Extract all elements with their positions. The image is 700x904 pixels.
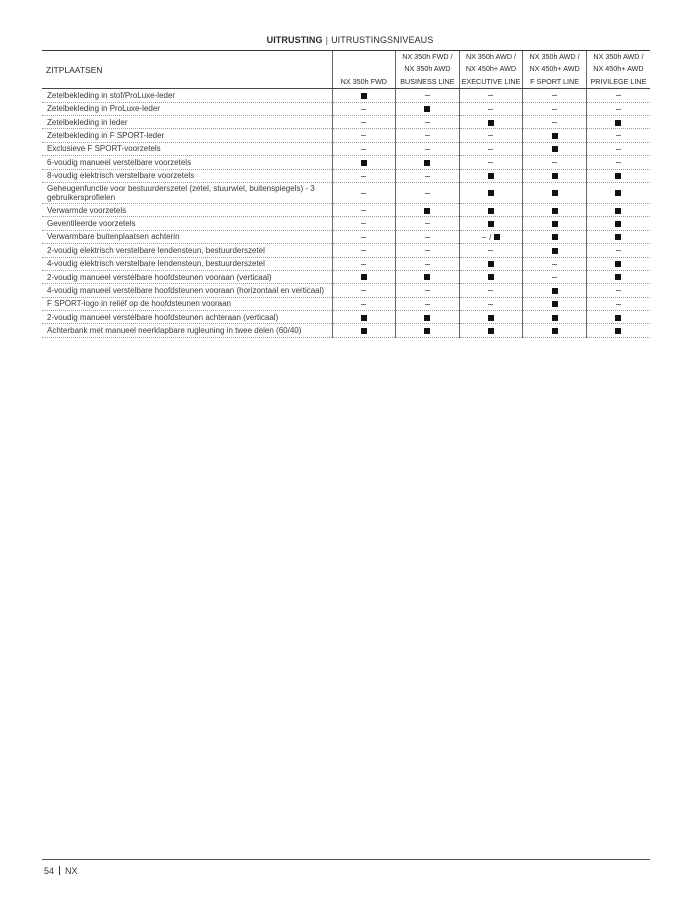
availability-cell [523,257,587,270]
standard-square-icon [424,106,430,112]
standard-square-icon [615,221,621,227]
availability-cell [332,102,396,115]
not-available-dash-icon [425,290,430,291]
availability-cell [396,169,460,182]
section-header [0,35,700,45]
not-available-dash-icon [552,122,557,123]
standard-square-icon [424,328,430,334]
availability-cell [332,230,396,243]
availability-cell [332,311,396,324]
not-available-dash-icon [361,149,366,150]
not-available-dash-icon [552,95,557,96]
standard-square-icon [424,160,430,166]
table-row [42,324,650,337]
not-available-dash: – [481,232,487,242]
table-row [42,244,650,257]
not-available-dash-icon [361,193,366,194]
table-row [42,203,650,216]
standard-square-icon [615,120,621,126]
standard-square-icon [488,315,494,321]
availability-cell [332,142,396,155]
standard-square-icon [615,190,621,196]
column-header-line: NX 350h AWD [404,64,451,74]
availability-cell [396,297,460,310]
availability-cell [586,244,650,257]
table-row [42,116,650,129]
standard-square-icon [552,190,558,196]
availability-cell [523,142,587,155]
column-header-line: NX 450h+ AWD [593,64,644,74]
availability-cell [332,182,396,203]
availability-cell [332,169,396,182]
column-header-line: NX 450h+ AWD [465,64,517,74]
availability-cell [586,203,650,216]
not-available-dash-icon [616,304,621,305]
availability-cell [523,203,587,216]
table-row [42,169,650,182]
table-row [42,102,650,115]
availability-cell [586,156,650,169]
not-available-dash-icon [552,109,557,110]
availability-cell [586,89,650,102]
availability-cell [396,203,460,216]
footer-rule [42,859,650,860]
availability-cell [586,102,650,115]
not-available-dash-icon [361,250,366,251]
standard-square-icon [424,315,430,321]
availability-cell [523,116,587,129]
not-available-dash-icon [361,135,366,136]
table-row [42,270,650,283]
availability-cell [523,217,587,230]
standard-square-icon [552,248,558,254]
availability-cell [523,102,587,115]
availability-cell [523,230,587,243]
standard-square-icon [488,190,494,196]
table-caption: ZITPLAATSEN [42,51,332,89]
table-row [42,230,650,243]
availability-cell [459,169,523,182]
not-available-dash-icon [361,304,366,305]
availability-cell [459,270,523,283]
column-header [459,51,523,89]
availability-cell [396,311,460,324]
availability-cell [396,116,460,129]
column-header-line: BUSINESS LINE [400,76,455,86]
column-header-line: NX 350h AWD / [529,52,580,61]
table-row [42,284,650,297]
standard-square-icon [615,328,621,334]
standard-square-icon [615,261,621,267]
standard-square-icon [552,301,558,307]
availability-cell [586,284,650,297]
standard-square-icon [552,234,558,240]
not-available-dash-icon [616,250,621,251]
standard-square-icon [488,120,494,126]
column-header [586,51,650,89]
standard-square-icon [615,234,621,240]
availability-cell [396,102,460,115]
not-available-dash-icon [616,95,621,96]
availability-cell [459,244,523,257]
table-row [42,257,650,270]
availability-cell [459,324,523,337]
standard-square-icon [424,208,430,214]
availability-cell [586,142,650,155]
availability-cell [459,142,523,155]
column-header [523,51,587,89]
availability-cell [332,156,396,169]
not-available-dash-icon [425,223,430,224]
standard-square-icon [615,208,621,214]
availability-cell [586,182,650,203]
not-available-dash-icon [488,162,493,163]
availability-cell [586,270,650,283]
feature-label: 8-voudig elektrisch verstelbare voorzetels [42,169,332,182]
not-available-dash-icon [425,237,430,238]
availability-cell [523,182,587,203]
not-available-dash-icon [488,109,493,110]
not-available-dash-icon [425,193,430,194]
table-row [42,182,650,203]
standard-square-icon [488,208,494,214]
availability-cell [586,297,650,310]
availability-cell [459,182,523,203]
standard-square-icon [488,261,494,267]
availability-cell [396,324,460,337]
not-available-dash-icon [361,122,366,123]
availability-cell [586,257,650,270]
not-available-dash-icon [361,210,366,211]
feature-label: Verwarmde voorzetels [42,203,332,216]
standard-square-icon [552,221,558,227]
availability-cell [459,217,523,230]
table-row [42,129,650,142]
not-available-dash-icon [361,223,366,224]
table-row [42,297,650,310]
availability-cell [332,324,396,337]
feature-label: 4-voudig elektrisch verstelbare lendensteun, bestuurderszetel [42,257,332,270]
availability-cell [586,311,650,324]
standard-square-icon [488,274,494,280]
column-header-line: NX 450h+ AWD [529,64,580,74]
not-available-dash-icon [361,176,366,177]
availability-cell [459,156,523,169]
subsection-title: UITRUSTINGSNIVEAUS [331,35,434,45]
availability-cell [332,89,396,102]
table-row [42,89,650,102]
not-available-dash-icon [488,250,493,251]
not-available-dash-icon [552,162,557,163]
not-available-dash-icon [425,264,430,265]
not-available-dash-icon [488,149,493,150]
availability-cell [396,182,460,203]
availability-cell [459,102,523,115]
standard-square-icon [552,315,558,321]
not-available-dash-icon [425,250,430,251]
feature-label: 4-voudig manueel verstelbare hoofdsteunen vooraan (horizontaal en verticaal) [42,284,332,297]
standard-square-icon [488,173,494,179]
table-header-row [42,51,650,89]
availability-cell [332,257,396,270]
availability-cell [396,257,460,270]
standard-square-icon [552,208,558,214]
table-body [42,89,650,338]
availability-cell [332,297,396,310]
header-separator: | [325,35,329,45]
availability-cell [523,129,587,142]
availability-cell [459,129,523,142]
feature-label: 2-voudig manueel verstelbare hoofdsteunen vooraan (verticaal) [42,270,332,283]
availability-cell [332,244,396,257]
not-available-dash-icon [552,277,557,278]
not-available-dash-icon [616,290,621,291]
availability-cell [459,203,523,216]
availability-cell [523,169,587,182]
feature-label: 2-voudig elektrisch verstelbare lendensteun, bestuurderszetel [42,244,332,257]
standard-square-icon [488,221,494,227]
availability-cell [459,257,523,270]
standard-square-icon [615,315,621,321]
not-available-dash-icon [616,135,621,136]
availability-cell [459,116,523,129]
feature-label: Zetelbekleding in F SPORT-leder [42,129,332,142]
availability-cell [332,284,396,297]
table-row [42,217,650,230]
feature-label: Geheugenfunctie voor bestuurderszetel (zetel, stuurwiel, buitenspiegels) - 3 gebruikersprofielen [42,182,332,203]
column-header-line: NX 350h AWD / [593,52,644,61]
availability-cell [396,284,460,297]
table-row [42,142,650,155]
availability-cell [523,244,587,257]
availability-cell [396,230,460,243]
standard-square-icon [552,173,558,179]
not-available-dash-icon [616,109,621,110]
feature-label: Verwarmbare buitenplaatsen achterin [42,230,332,243]
feature-label: 2-voudig manueel verstelbare hoofdsteunen achteraan (verticaal) [42,311,332,324]
column-header-line: EXECUTIVE LINE [461,76,521,86]
standard-square-icon [361,160,367,166]
not-available-dash-icon [425,135,430,136]
standard-square-icon [361,315,367,321]
not-available-dash-icon [488,95,493,96]
availability-cell [332,217,396,230]
column-header-line: PRIVILEGE LINE [590,76,647,86]
availability-cell [586,169,650,182]
availability-cell [396,217,460,230]
availability-cell [523,284,587,297]
availability-cell [459,297,523,310]
not-available-dash-icon [425,304,430,305]
availability-cell [459,89,523,102]
availability-cell [459,311,523,324]
not-available-dash-icon [616,149,621,150]
standard-square-icon [361,274,367,280]
standard-square-icon [494,234,500,240]
availability-cell [459,230,523,243]
option-slash: / [489,232,492,242]
table-row [42,311,650,324]
not-available-dash-icon [361,109,366,110]
standard-square-icon [552,328,558,334]
column-header-line: NX 350h FWD [340,76,387,86]
standard-square-icon [552,288,558,294]
column-header [332,51,396,89]
column-header-line: F SPORT LINE [530,76,580,86]
standard-square-icon [552,146,558,152]
availability-cell [396,129,460,142]
page-number: 54 [44,866,55,876]
availability-cell [332,203,396,216]
feature-label: Exclusieve F SPORT-voorzetels [42,142,332,155]
availability-cell [523,297,587,310]
availability-cell [523,311,587,324]
availability-cell [332,116,396,129]
availability-cell [396,142,460,155]
feature-label: Zetelbekleding in leder [42,116,332,129]
standard-square-icon [615,173,621,179]
not-available-dash-icon [488,290,493,291]
availability-cell [396,270,460,283]
feature-label: 6-voudig manueel verstelbare voorzetels [42,156,332,169]
availability-cell [459,284,523,297]
feature-label: Geventileerde voorzetels [42,217,332,230]
availability-cell [396,244,460,257]
column-header-line: NX 350h AWD / [465,52,517,61]
availability-cell [332,270,396,283]
model-name: NX [65,866,78,876]
availability-cell [586,217,650,230]
availability-cell [586,116,650,129]
availability-cell [396,156,460,169]
availability-cell [396,89,460,102]
availability-cell [523,324,587,337]
not-available-dash-icon [361,290,366,291]
not-available-dash-icon [361,264,366,265]
not-available-dash-icon [488,304,493,305]
standard-square-icon [361,93,367,99]
feature-label: Zetelbekleding in ProLuxe-leder [42,102,332,115]
footer-divider [59,866,60,875]
not-available-dash-icon [425,95,430,96]
availability-cell [332,129,396,142]
availability-cell [586,129,650,142]
standard-square-icon [361,328,367,334]
availability-cell [523,270,587,283]
not-available-dash-icon [488,135,493,136]
standard-square-icon [552,133,558,139]
not-available-dash-icon [425,122,430,123]
feature-label: Achterbank met manueel neerklapbare rugleuning in twee delen (60/40) [42,324,332,337]
standard-square-icon [615,274,621,280]
availability-cell [586,324,650,337]
availability-cell [586,230,650,243]
not-available-dash-icon [361,237,366,238]
not-available-dash-icon [425,149,430,150]
standard-square-icon [424,274,430,280]
section-title: UITRUSTING [266,35,323,45]
not-available-dash-icon [616,162,621,163]
not-available-dash-icon [552,264,557,265]
equipment-table [42,51,650,338]
availability-cell [523,89,587,102]
standard-square-icon [488,328,494,334]
availability-cell [523,156,587,169]
not-available-dash-icon [425,176,430,177]
column-header [396,51,460,89]
table-row [42,156,650,169]
feature-label: Zetelbekleding in stof/ProLuxe-leder [42,89,332,102]
feature-label: F SPORT-logo in reliëf op de hoofdsteunen vooraan [42,297,332,310]
column-header-line: NX 350h FWD / [402,52,453,61]
page-footer [44,866,78,876]
